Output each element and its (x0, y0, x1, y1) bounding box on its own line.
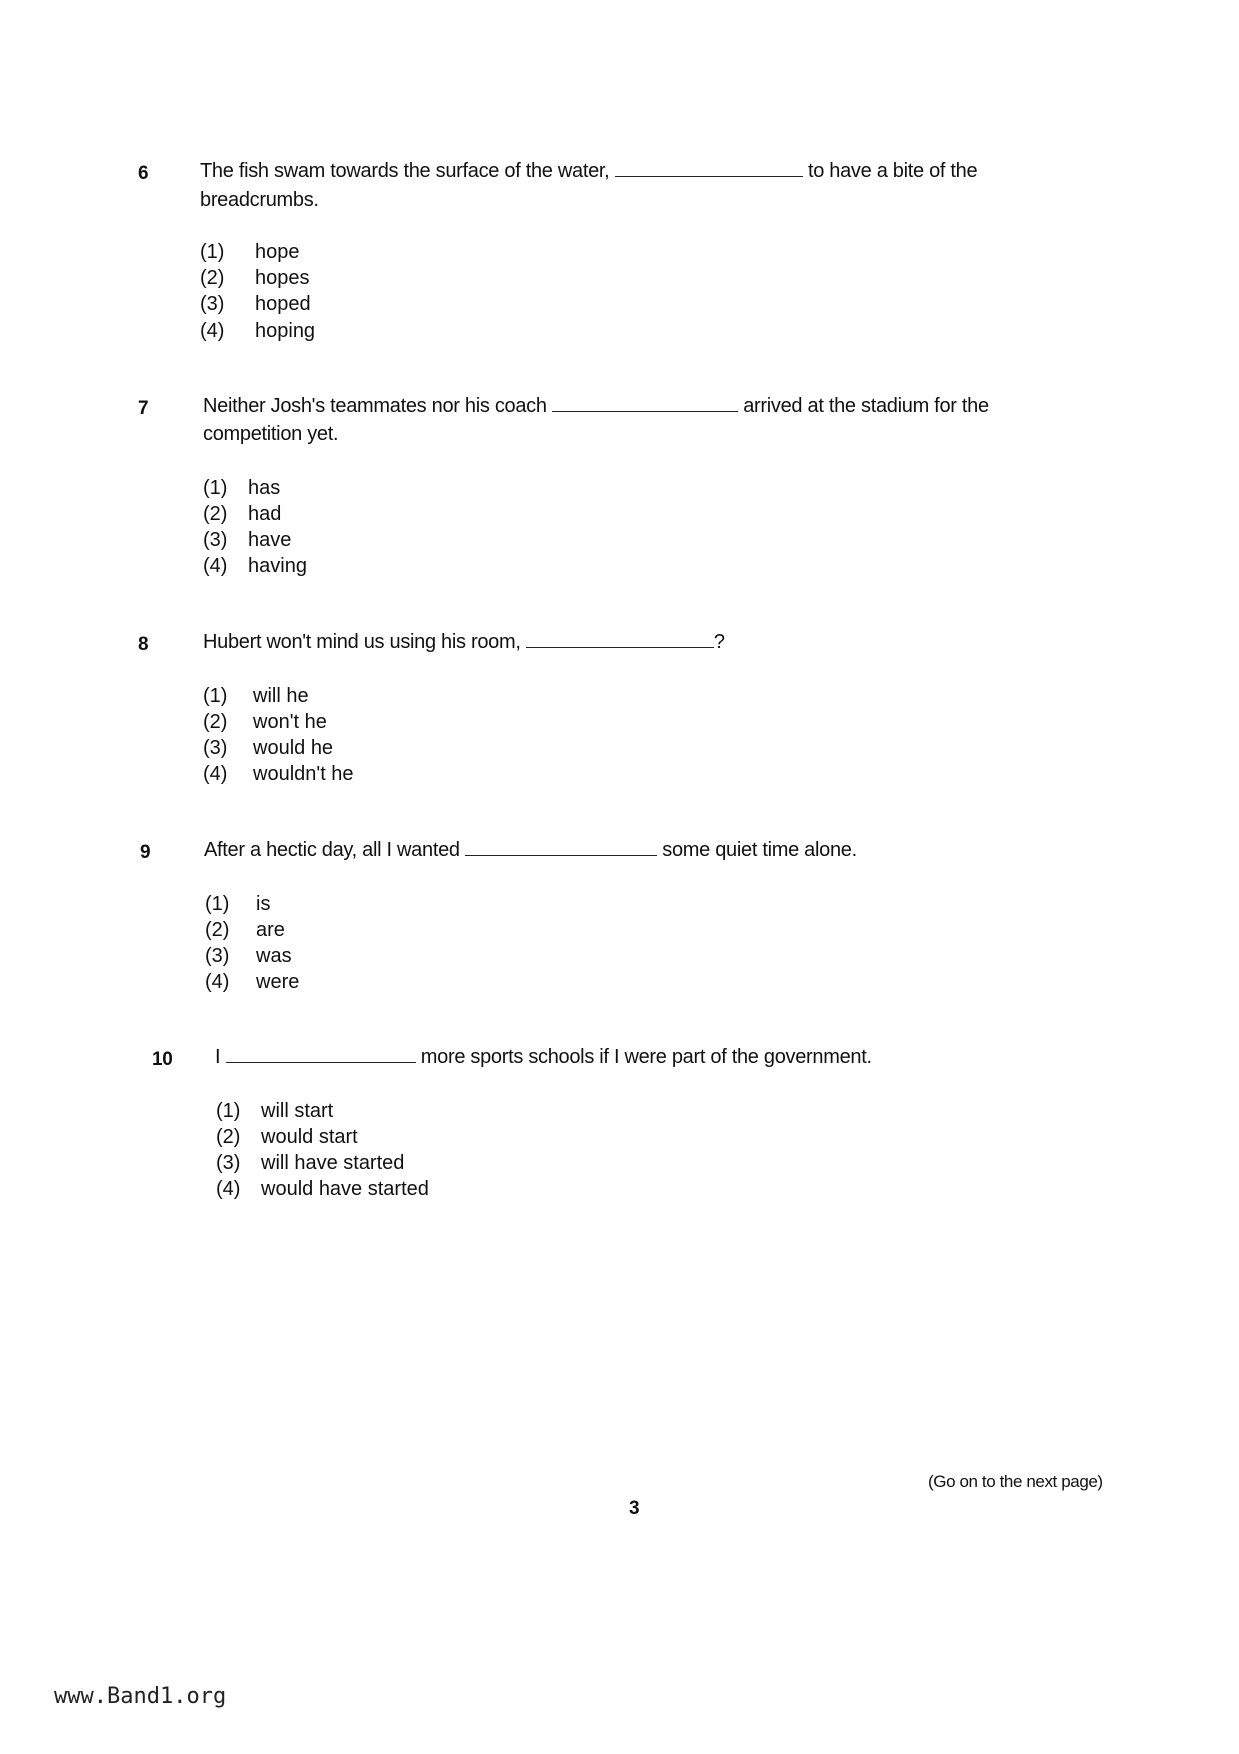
question-text (203, 393, 989, 418)
text-before: Hubert won't mind us using his room, (203, 631, 526, 653)
option-2 (205, 918, 285, 942)
option-label: (3) (200, 293, 225, 315)
text-after: some quiet time alone. (656, 839, 857, 861)
question-text (200, 158, 977, 183)
text-before: I (215, 1046, 226, 1068)
option-text: have (248, 529, 292, 551)
option-text: had (248, 503, 282, 525)
option-label: (2) (203, 503, 228, 525)
question-text (215, 1044, 872, 1069)
answer-blank (615, 158, 803, 177)
option-1 (203, 684, 309, 708)
option-2 (203, 502, 281, 526)
option-label: (3) (205, 945, 230, 967)
option-label: (1) (200, 241, 225, 263)
option-text: hoped (255, 293, 311, 315)
option-text: would he (253, 737, 334, 759)
option-text: has (248, 477, 281, 499)
option-4 (216, 1177, 429, 1201)
text-after: arrived at the stadium for the (737, 395, 989, 417)
text-before: The fish swam towards the surface of the water, (200, 160, 615, 182)
text-after: ? (713, 631, 725, 653)
option-label: (1) (216, 1100, 241, 1122)
option-label: (2) (203, 711, 228, 733)
option-4 (200, 319, 315, 343)
option-text: would start (261, 1126, 358, 1148)
option-2 (200, 266, 310, 290)
option-text: having (248, 555, 307, 577)
option-3 (205, 944, 292, 968)
option-4 (203, 554, 307, 578)
next-page-note: (Go on to the next page) (928, 1472, 1103, 1491)
option-1 (216, 1099, 333, 1123)
option-label: (3) (216, 1152, 241, 1174)
option-label: (3) (203, 737, 228, 759)
option-text: were (256, 971, 300, 993)
option-text: would have started (261, 1178, 429, 1200)
question-text (204, 837, 857, 862)
page-number: 3 (629, 1498, 640, 1519)
answer-blank (465, 837, 657, 856)
option-3 (203, 736, 333, 760)
option-3 (203, 528, 291, 552)
option-1 (200, 240, 300, 264)
option-text: won't he (253, 711, 327, 733)
option-label: (1) (203, 477, 228, 499)
answer-blank (226, 1044, 416, 1063)
option-text: are (256, 919, 285, 941)
option-text: wouldn't he (253, 763, 354, 785)
option-2 (216, 1125, 358, 1149)
text-before: After a hectic day, all I wanted (204, 839, 465, 861)
option-text: hopes (255, 267, 310, 289)
watermark: www.Band1.org (54, 1684, 227, 1709)
option-text: was (256, 945, 292, 967)
option-label: (2) (200, 267, 225, 289)
option-4 (205, 970, 299, 994)
option-label: (4) (216, 1178, 241, 1200)
answer-blank (552, 393, 738, 412)
option-text: hope (255, 241, 300, 263)
text-before: Neither Josh's teammates nor his coach (203, 395, 552, 417)
option-1 (205, 892, 270, 916)
question-number: 9 (140, 842, 151, 863)
question-text (203, 629, 725, 654)
question-number: 10 (152, 1049, 173, 1070)
option-label: (4) (205, 971, 230, 993)
question-number: 7 (138, 398, 149, 419)
text-after: more sports schools if I were part of the government. (415, 1046, 872, 1068)
option-text: will he (253, 685, 309, 707)
question-text-line2: competition yet. (203, 423, 339, 445)
question-text-line2: breadcrumbs. (200, 189, 319, 211)
option-label: (4) (203, 763, 228, 785)
option-text: hoping (255, 320, 316, 342)
text-after: to have a bite of the (802, 160, 978, 182)
option-1 (203, 476, 280, 500)
answer-blank (526, 629, 714, 648)
option-label: (1) (203, 685, 228, 707)
option-3 (216, 1151, 404, 1175)
option-text: will start (261, 1100, 334, 1122)
option-label: (2) (205, 919, 230, 941)
option-label: (4) (203, 555, 228, 577)
question-number: 6 (138, 163, 149, 184)
option-label: (1) (205, 893, 230, 915)
option-2 (203, 710, 327, 734)
question-number: 8 (138, 634, 149, 655)
option-text: will have started (261, 1152, 405, 1174)
option-4 (203, 762, 354, 786)
option-label: (4) (200, 320, 225, 342)
option-label: (3) (203, 529, 228, 551)
option-3 (200, 292, 311, 316)
option-text: is (256, 893, 271, 915)
option-label: (2) (216, 1126, 241, 1148)
